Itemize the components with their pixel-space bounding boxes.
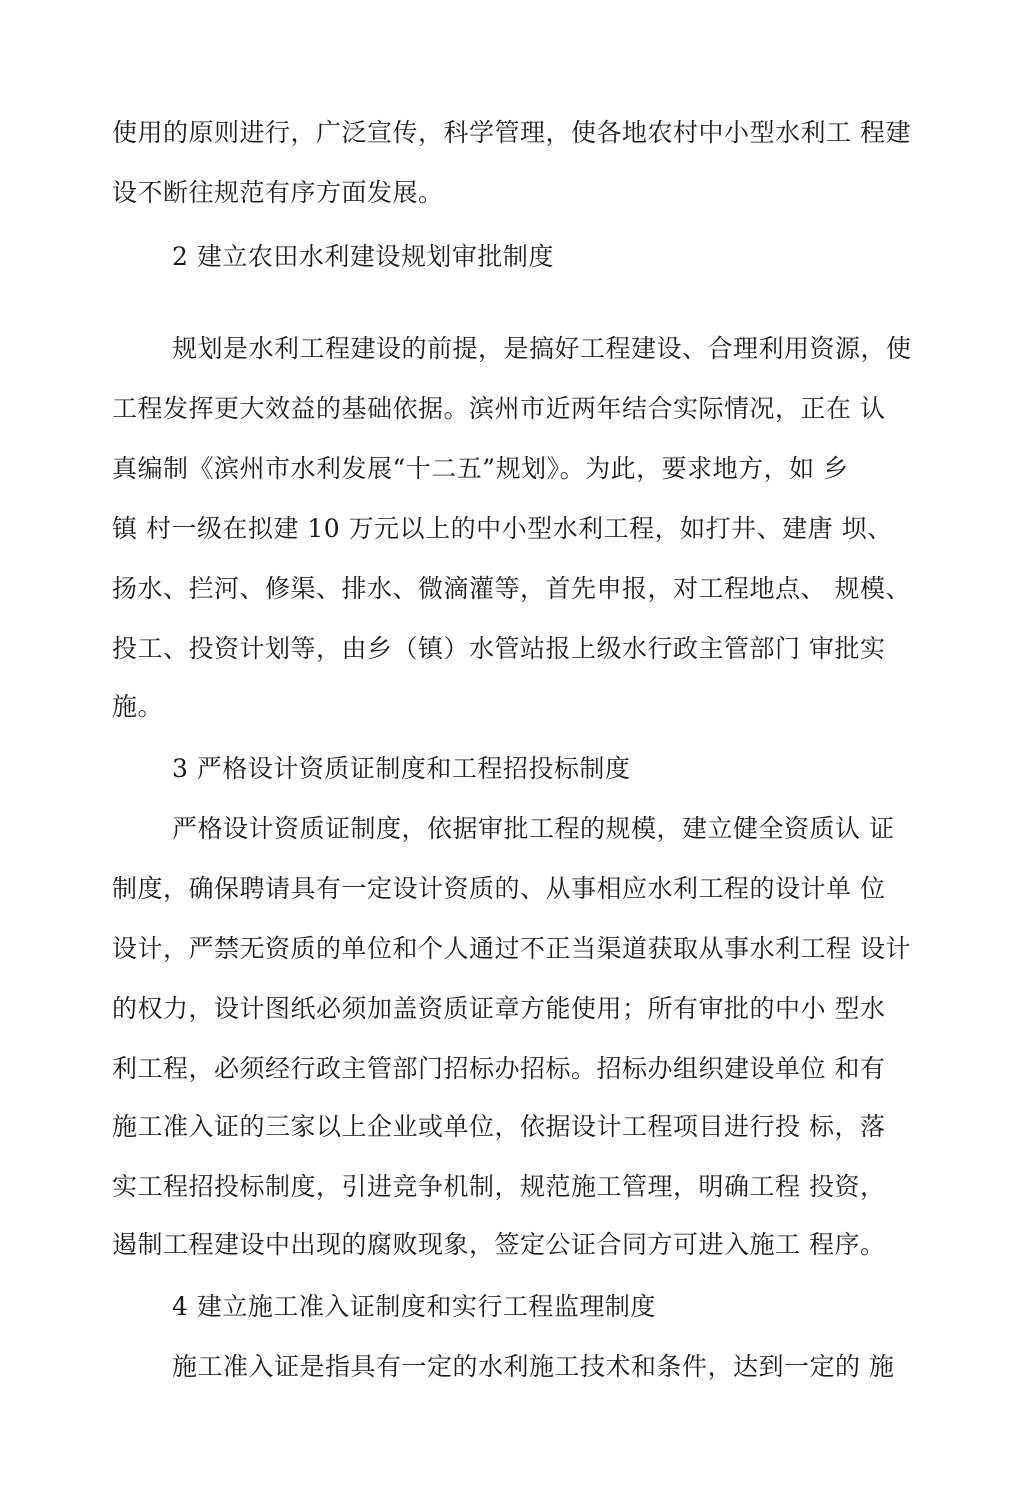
body-text-line: 利工程，必须经行政主管部门招标办招标。招标办组织建设单位 和有	[112, 1054, 886, 1083]
body-text-line: 使用的原则进行，广泛宣传，科学管理，使各地农村中小型水利工 程建	[112, 118, 911, 147]
section-heading: 3 严格设计资质证制度和工程招投标制度	[172, 754, 631, 783]
body-text-line: 遏制工程建设中出现的腐败现象，签定公证合同方可进入施工 程序。	[112, 1230, 886, 1259]
paragraph-first-line: 规划是水利工程建设的前提，是搞好工程建设、合理利用资源，使	[172, 334, 912, 363]
body-text-line: 设计，严禁无资质的单位和个人通过不正当渠道获取从事水利工程 设计	[112, 934, 911, 963]
body-text-line: 实工程招投标制度，引进竞争机制，规范施工管理，明确工程 投资，	[112, 1172, 886, 1201]
body-text-line: 施工准入证的三家以上企业或单位，依据设计工程项目进行投 标，落	[112, 1112, 886, 1141]
body-text-line: 的权力，设计图纸必须加盖资质证章方能使用；所有审批的中小 型水	[112, 994, 886, 1023]
body-text-line: 制度，确保聘请具有一定设计资质的、从事相应水利工程的设计单 位	[112, 874, 886, 903]
body-text-line: 工程发挥更大效益的基础依据。滨州市近两年结合实际情况，正在 认	[112, 394, 886, 423]
paragraph-first-line: 施工准入证是指具有一定的水利施工技术和条件，达到一定的 施	[172, 1352, 895, 1381]
section-heading: 4 建立施工准入证制度和实行工程监理制度	[172, 1292, 656, 1321]
body-text-line: 真编制《滨州市水利发展“十二五”规划》。为此，要求地方，如 乡	[112, 454, 849, 483]
body-text-line: 投工、投资计划等，由乡（镇）水管站报上级水行政主管部门 审批实	[112, 634, 886, 663]
body-text-line: 镇 村一级在拟建 10 万元以上的中小型水利工程，如打井、建唐 坝、	[112, 514, 893, 543]
paragraph-first-line: 严格设计资质证制度，依据审批工程的规模，建立健全资质认 证	[172, 814, 895, 843]
section-heading: 2 建立农田水利建设规划审批制度	[172, 242, 554, 271]
body-text-line: 施。	[112, 692, 164, 721]
body-text-line: 扬水、拦河、修渠、排水、微滴灌等，首先申报，对工程地点、 规模、	[112, 574, 911, 603]
body-text-line: 设不断往规范有序方面发展。	[112, 178, 444, 207]
